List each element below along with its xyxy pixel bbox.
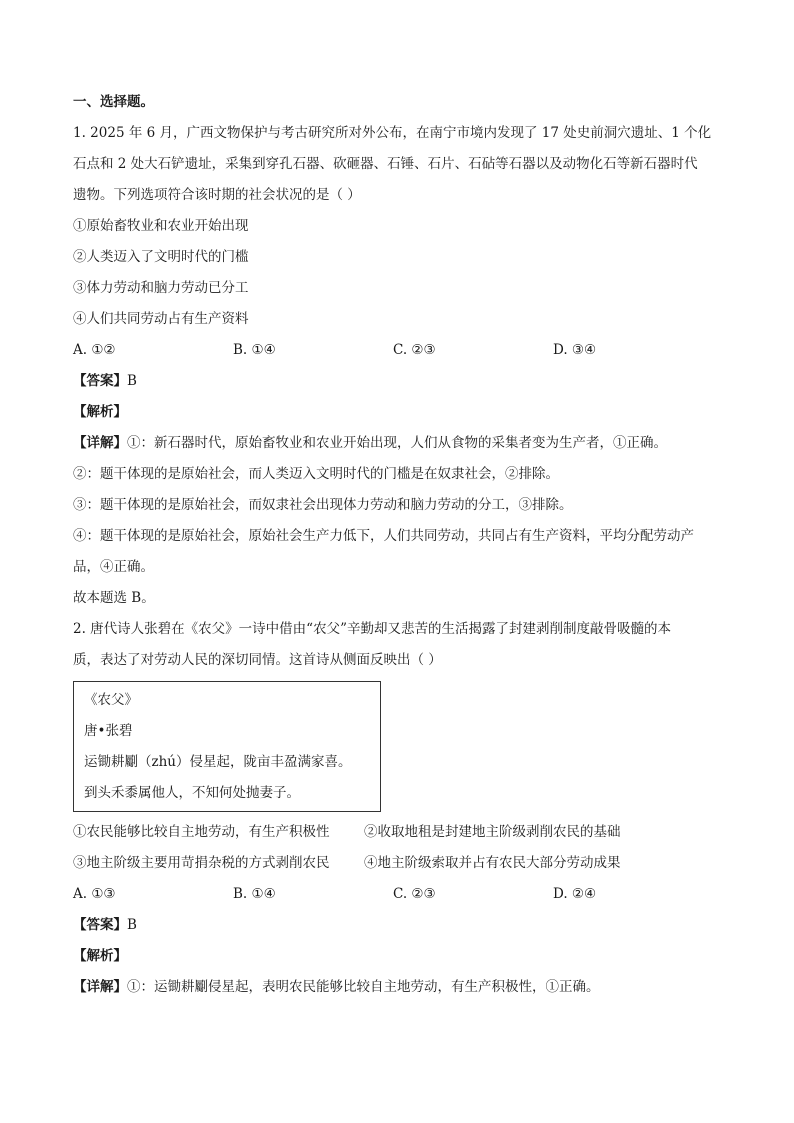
q1-option-a: A. ①②	[73, 342, 116, 358]
q2-option-d: D. ②④	[553, 886, 597, 902]
q1-item-1: ①原始畜牧业和农业开始出现	[73, 218, 249, 234]
document-content	[73, 92, 723, 1008]
q1-stem-line-2: 石点和 2 处大石铲遗址，采集到穿孔石器、砍砸器、石锤、石片、石砧等石器以及动物化石等新石器时代	[73, 156, 698, 172]
q2-option-c: C. ②③	[393, 886, 436, 902]
q2-item-4: ④地主阶级索取并占有农民大部分劳动成果	[364, 855, 621, 871]
q2-poem-line-2: 到头禾黍属他人，不知何处抛妻子。	[84, 785, 300, 801]
q2-poem-title: 《农父》	[84, 692, 138, 708]
q2-detail-1-text: ①：运锄耕劚侵星起，表明农民能够比较自主地劳动，有生产积极性，①正确。	[127, 979, 600, 995]
q2-items-row-2	[73, 853, 723, 873]
q2-option-b: B. ①④	[233, 886, 276, 902]
q1-option-c: C. ②③	[393, 342, 436, 358]
section-title: 一、选择题。	[73, 94, 154, 110]
q1-detail-3: ③：题干体现的是原始社会，而奴隶社会出现体力劳动和脑力劳动的分工，③排除。	[73, 497, 573, 513]
q2-stem-line-1: 2. 唐代诗人张碧在《农父》一诗中借由“农父”辛勤却又悲苦的生活揭露了封建剥削制度敲骨吸髓的本	[73, 621, 671, 637]
q2-analysis-tag: 【解析】	[73, 948, 127, 964]
q1-item-4: ④人们共同劳动占有生产资料	[73, 311, 249, 327]
q2-answer-tag: 【答案】	[73, 917, 127, 933]
q2-answer	[73, 915, 723, 935]
q1-detail-4b: 品，④正确。	[73, 559, 154, 575]
q1-detail-1-text: ①：新石器时代，原始畜牧业和农业开始出现，人们从食物的采集者变为生产者，①正确。	[127, 435, 667, 451]
q2-poem-author: 唐•张碧	[84, 723, 133, 739]
q2-poem-box	[73, 681, 381, 812]
q2-stem-line-2: 质，表达了对劳动人民的深切同情。这首诗从侧面反映出（ ）	[73, 652, 442, 668]
q2-option-a: A. ①③	[73, 886, 116, 902]
q1-item-3: ③体力劳动和脑力劳动已分工	[73, 280, 249, 296]
q2-detail-tag: 【详解】	[73, 979, 127, 995]
q1-option-d: D. ③④	[553, 342, 597, 358]
q1-conclusion: 故本题选 B。	[73, 590, 155, 606]
q2-item-2: ②收取地租是封建地主阶级剥削农民的基础	[364, 824, 621, 840]
q1-answer-value: B	[127, 373, 137, 389]
q2-detail-1	[73, 977, 723, 997]
q2-item-3: ③地主阶级主要用苛捐杂税的方式剥削农民	[73, 855, 330, 871]
q1-detail-1	[73, 433, 723, 453]
q1-answer	[73, 371, 723, 391]
q1-options	[73, 340, 723, 360]
q1-option-b: B. ①④	[233, 342, 276, 358]
q1-stem-line-3: 遗物。下列选项符合该时期的社会状况的是（ ）	[73, 187, 361, 203]
q2-options	[73, 884, 723, 904]
q1-analysis-tag: 【解析】	[73, 404, 127, 420]
q1-detail-tag: 【详解】	[73, 435, 127, 451]
q1-answer-tag: 【答案】	[73, 373, 127, 389]
q1-item-2: ②人类迈入了文明时代的门槛	[73, 249, 249, 265]
q1-stem-line-1: 1. 2025 年 6 月，广西文物保护与考古研究所对外公布，在南宁市境内发现了 17 处史前洞穴遗址、1 个化	[73, 125, 712, 141]
q2-answer-value: B	[127, 917, 137, 933]
q2-item-1: ①农民能够比较自主地劳动，有生产积极性	[73, 824, 330, 840]
q2-items-row-1	[73, 822, 723, 842]
q2-poem-line-1: 运锄耕劚（zhú）侵星起，陇亩丰盈满家喜。	[84, 754, 352, 770]
q1-detail-4a: ④：题干体现的是原始社会，原始社会生产力低下，人们共同劳动，共同占有生产资料，平均分配劳动产	[73, 528, 694, 544]
q1-detail-2: ②：题干体现的是原始社会，而人类迈入文明时代的门槛是在奴隶社会，②排除。	[73, 466, 559, 482]
